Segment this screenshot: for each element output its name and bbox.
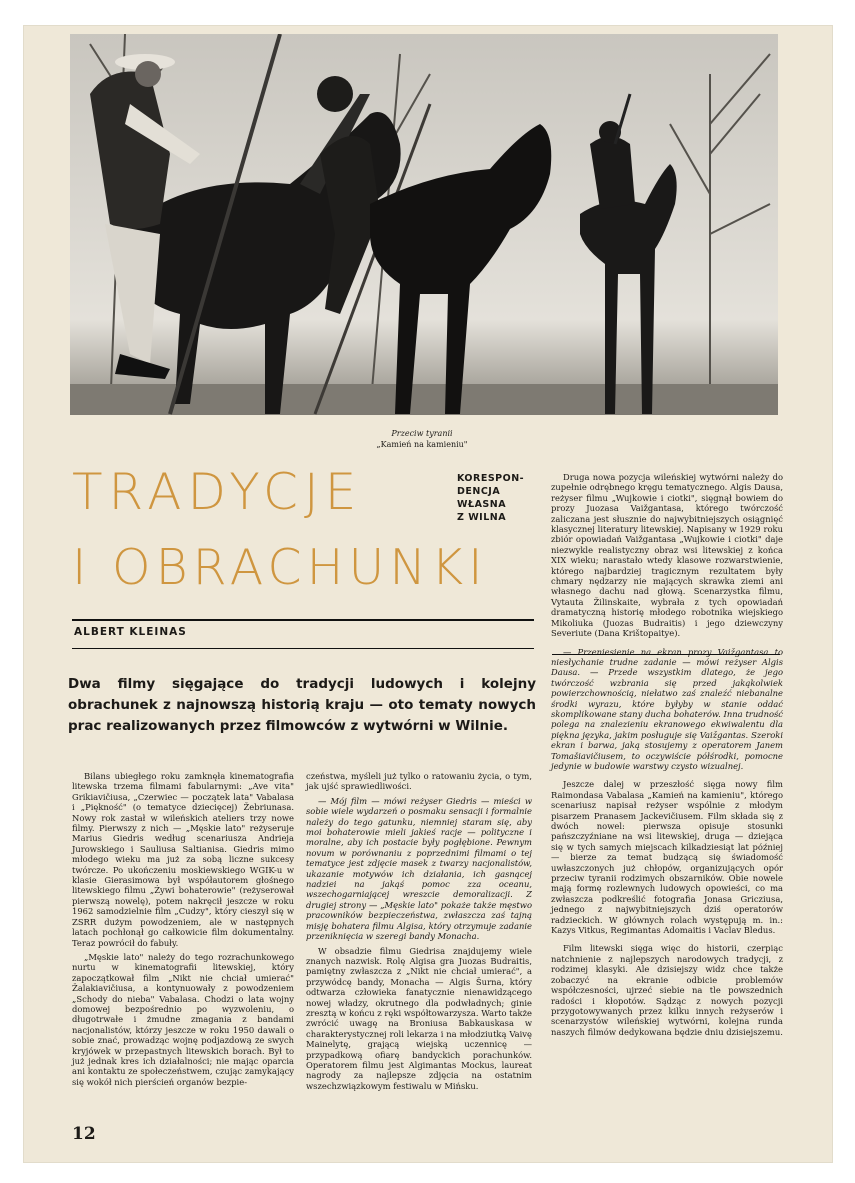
kicker-line: Z WILNA <box>457 512 507 523</box>
quote-paragraph: — Przeniesienie na ekran prozy Vaižgantasa to niesłychanie trudne zadanie — mówi reżyser Algis Dausa. — Przede wszystkim dlatego, że jego twórczość wzbrania się przed jakąkolwiek powierzchownością, niełatwo zaś znaleźć niebanalne środki wyrazu, które byłyby w stanie oddać skomplikowane stany ducha bohaterów. Inna trudność polega na znalezieniu ekranowego ekwiwalentu dla piękna języka, jakim posługuje się Vaižgantas. Szeroki ekran i barwa, jaką stosujemy z operatorem Janem Tomašiavičiusem, to oczywiście półśrodki, pomocne jedynie w budowie warstwy czysto wizualnej. <box>551 646 783 771</box>
author-rule-top <box>72 619 534 621</box>
film-still-photo <box>70 34 778 415</box>
article-title-line-2: I OBRACHUNKI <box>72 539 488 596</box>
page-number: 12 <box>72 1124 96 1144</box>
magazine-page <box>24 26 832 1162</box>
author-rule-bottom <box>72 648 534 649</box>
author-byline: ALBERT KLEINAS <box>74 626 187 638</box>
column-3-rule <box>552 654 780 655</box>
text-column-2 <box>306 771 532 1095</box>
paragraph: Druga nowa pozycja wileńskiej wytwórni należy do zupełnie odrębnego kręgu tematycznego. Algis Dausa, reżyser filmu „Wujkowie i ciotki", sięgnął bowiem do prozy Juozasa Vaižgantasa, którego twórczość zaliczana jest słusznie do najwybitniejszych osiągnięć klasycznej literatury litewskiej. Napisany w 1929 roku zbiór opowiadań Vaižgantasa „Wujkowie i ciotki" daje niezwykle realistyczny obraz wsi litewskiej z końca XIX wieku; narastało wtedy klasowe rozwarstwienie, którego najbardziej tragicznym rezultatem były chmary nędzarzy nie mających skrawka ziemi ani własnego dachu nad głową. Scenarzystka filmu, Vytauta Žilinskaite, wybrała z tych opowiadań dramatyczną historię młodego robotnika wiejskiego Mikoliuka (Juozas Budraitis) i jego dziewczyny Severiute (Dana Krištopaitye). <box>551 472 783 639</box>
quote-paragraph: — Mój film — mówi reżyser Giedris — mieści w sobie wiele wydarzeń o posmaku sensacji i formalnie należy do tego gatunku, niemniej staram się, aby moi bohaterowie mieli jakieś racje — polityczne i moralne, aby ich postacie były pogłębione. Pewnym novum w porównaniu z poprzednimi filmami o tej tematyce jest zdjęcie masek z twarzy nacjonalistów, ukazanie motywów ich działania, ich gasnącej nadziei na jakąś pomoc zza oceanu, wszechogarniającej wreszcie demoralizacji. Z drugiej strony — „Męskie lato" pokaże także męstwo pracowników bezpieczeństwa, zwłaszcza zaś tajną misję bohatera filmu Algisa, który otrzymuje zadanie przeniknięcia w szeregi bandy Monacha. <box>306 795 532 942</box>
paragraph: Film litewski sięga więc do historii, czerpiąc natchnienie z najlepszych narodowych tradycji, z rodzimej klasyki. Ale dzisiejszy widz chce także zobaczyć na ekranie odbicie problemów współczesności, ujrzeć siebie na tle powszednich radości i kłopotów. Sądząc z nowych pozycji przygotowywanych przez kilku innych reżyserów i scenarzystów wileńskiej wytwórni, kolejna runda naszych filmów dedykowana będzie dniu dzisiejszemu. <box>551 943 783 1037</box>
paragraph: czeństwa, myśleli już tylko o ratowaniu życia, o tym, jak ujść sprawiedliwości. <box>306 771 532 792</box>
paragraph: W obsadzie filmu Giedrisa znajdujemy wiele znanych nazwisk. Rolę Algisa gra Juozas Budraitis, pamiętny zwłaszcza z „Nikt nie chciał umierać", a przywódcę bandy, Monacha — Algis Šurna, który odtwarza człowieka fanatycznie nienawidzącego nowej władzy, okrutnego dla podwładnych; ginie zresztą w końcu z ręki współtowarzysza. Warto także zwrócić uwagę na Broniusa Babkauskasa w charakterystycznej roli lekarza i na młodziutką Vaivę Mainelytę, grającą wiejską uczennicę — przypadkową ofiarę bandyckich porachunków. Operatorem filmu jest Algimantas Mockus, laureat nagrody za najlepsze zdjęcia na ostatnim wszechzwiązkowym festiwalu w Mińsku. <box>306 945 532 1091</box>
text-column-3 <box>551 472 783 1045</box>
caption-line-1: Przeciw tyranii <box>391 429 453 438</box>
correspondence-kicker <box>457 472 547 524</box>
caption-line-2: „Kamień na kamieniu" <box>376 440 468 449</box>
kicker-line: WŁASNA <box>457 499 507 510</box>
photo-caption <box>322 428 522 450</box>
article-title-line-1: TRADYCJE <box>72 463 363 521</box>
paragraph: Bilans ubiegłego roku zamknęła kinematografia litewska trzema filmami fabularnymi: „Ave vita" Grikiavičiusa, „Czerwiec — początek lata" Vabalasa i „Piękność" (o tematyce dziecięcej) Žebriunasa. Nowy rok zastał w wileńskich ateliers trzy nowe filmy. Pierwszy z nich — „Męskie lato" reżyseruje Marius Giedris według scenariusza Andrieja Jurowskiego i Sauliusa Saltianisa. Giedris mimo młodego wieku ma już za sobą liczne sukcesy twórcze. Po ukończeniu moskiewskiego WGIK-u w klasie Gierasimowa był współautorem głośnego litewskiego filmu „Żywi bohaterowie" (reżyserował pierwszą nowelę), potem nakręcił jeszcze w roku 1962 samodzielnie film „Cudzy", który cieszył się w ZSRR dużym powodzeniem, ale w następnych latach pochłonął go całkowicie film dokumentalny. Teraz powrócił do fabuły. <box>72 771 294 948</box>
article-lead: Dwa filmy sięgające do tradycji ludowych i kolejny obrachunek z najnowszą historią kraju — oto tematy nowych prac realizowanych przez filmowców z wytwórni w Wilnie. <box>68 676 536 734</box>
horsemen-photo-illustration <box>70 34 778 415</box>
kicker-line: DENCJA <box>457 486 501 497</box>
kicker-line: KORESPON- <box>457 473 525 484</box>
paragraph: „Męskie lato" należy do tego rozrachunkowego nurtu w kinematografii litewskiej, który zapoczątkował film „Nikt nie chciał umierać" Žalakiavičiusa, a kontynuowały z powodzeniem „Schody do nieba" Vabalasa. Chodzi o lata wojny domowej bezpośrednio po wyzwoleniu, o długotrwałe i żmudne zmagania z bandami nacjonalistów, którzy jeszcze w roku 1950 dawali o sobie znać, prowadząc wojnę podjazdową ze swych kryjówek w przepastnych litewskich borach. Był to już jednak kres ich działalności; nie mając oparcia ani kontaktu ze społeczeństwem, czując zamykający się wokół nich pierścień organów bezpie- <box>72 951 294 1087</box>
text-column-1 <box>72 771 294 1091</box>
paragraph: Jeszcze dalej w przeszłość sięga nowy film Raimondasa Vabalasa „Kamień na kamieniu", którego scenariusz napisał reżyser wspólnie z młodym pisarzem Pranasem Jackevičiusem. Film składa się z dwóch nowel: pierwsza opisuje stosunki pańszczyźniane na wsi litewskiej, druga — dziejąca się w tych samych miejscach kilkadziesiąt lat później — bierze za temat budzącą się świadomość uwłaszczonych już chłopów, organizujących opór przeciw tyranii rodzimych obszarników. Obie nowele mają formę rozlewnych ludowych opowieści, co ma zwłaszcza podkreślić fotografia Jonasa Gricziusa, jednego z najwybitniejszych dziś operatorów radzieckich. W głównych rolach występują m. in.: Kazys Vitkus, Regimantas Adomaitis i Vaclav Bledus. <box>551 779 783 936</box>
